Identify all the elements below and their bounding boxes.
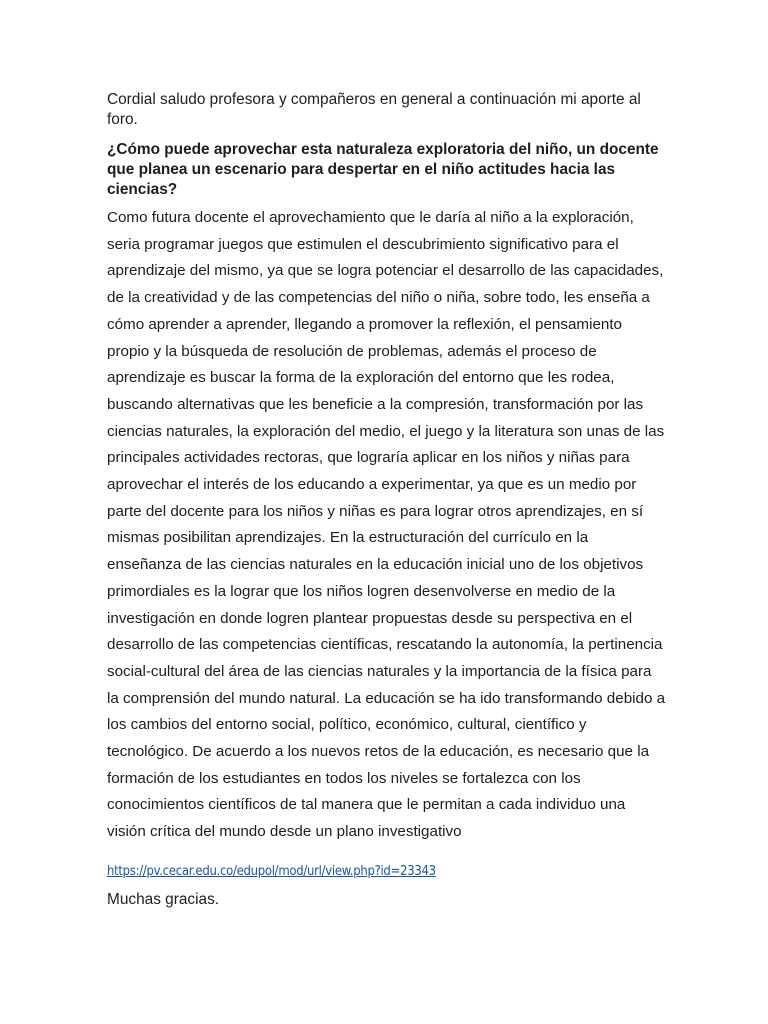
body-line: mismas posibilitan aprendizajes. En la estructuración del currículo en la xyxy=(107,529,589,547)
body-line: visión crítica del mundo desde un plano investigativo xyxy=(107,823,462,841)
closing-text: Muchas gracias. xyxy=(107,890,220,908)
body-line: social-cultural del área de las ciencias naturales y la importancia de la física para xyxy=(107,662,652,680)
body-line: tecnológico. De acuerdo a los nuevos retos de la educación, es necesario que la xyxy=(107,743,650,761)
body-line: primordiales es la lograr que los niños logren desenvolverse en medio de la xyxy=(107,582,616,600)
body-line: formación de los estudiantes en todos los niveles se fortalezca con los xyxy=(107,769,581,787)
body-line: propio y la búsqueda de resolución de problemas, además el proceso de xyxy=(107,342,597,360)
greeting-paragraph: Cordial saludo profesora y compañeros en general a continuación mi aporte al foro. xyxy=(107,91,641,128)
body-line: Como futura docente el aprovechamiento que le daría al niño a la exploración, xyxy=(107,209,634,226)
question-heading: ¿Cómo puede aprovechar esta naturaleza exploratoria del niño, un docente que planea un escenario para despertar en el niño actitudes hacia las ciencias? xyxy=(107,141,659,198)
body-line: la comprensión del mundo natural. La educación se ha ido transformando debido a xyxy=(107,689,666,707)
body-line: desarrollo de las competencias científicas, rescatando la autonomía, la pertinencia xyxy=(107,636,663,654)
body-line: enseñanza de las ciencias naturales en la educación inicial uno de los objetivos xyxy=(107,556,644,574)
body-line: aprendizaje es buscar la forma de la exploración del entorno que les rodea, xyxy=(107,369,615,387)
body-line: aprendizaje del mismo, ya que se logra potenciar el desarrollo de las capacidades, xyxy=(107,262,664,280)
body-line: buscando alternativas que les beneficie a la compresión, transformación por las xyxy=(107,395,644,413)
document-page xyxy=(107,90,667,910)
body-line: los cambios del entorno social, político, económico, cultural, científico y xyxy=(107,716,587,734)
body-line: principales actividades rectoras, que lograría aplicar en los niños y niñas para xyxy=(107,449,630,467)
body-line: conocimientos científicos de tal manera que le permitan a cada individuo una xyxy=(107,796,626,814)
body-paragraph xyxy=(107,205,667,846)
body-line: parte del docente para los niños y niñas es para lograr otros aprendizajes, en sí xyxy=(107,502,644,520)
body-line: ciencias naturales, la exploración del medio, el juego y la literatura son unas de las xyxy=(107,422,665,440)
body-line: aprovechar el interés de los educando a experimentar, ya que es un medio por xyxy=(107,476,637,494)
body-line: de la creatividad y de las competencias del niño o niña, sobre todo, les enseña a xyxy=(107,289,650,307)
body-line: cómo aprender a aprender, llegando a promover la reflexión, el pensamiento xyxy=(107,315,623,333)
reference-link[interactable]: https://pv.cecar.edu.co/edupol/mod/url/view.php?id=23343 xyxy=(107,863,436,879)
body-line: investigación en donde logren plantear propuestas desde su perspectiva en el xyxy=(107,609,633,627)
body-line: seria programar juegos que estimulen el descubrimiento significativo para el xyxy=(107,235,619,253)
